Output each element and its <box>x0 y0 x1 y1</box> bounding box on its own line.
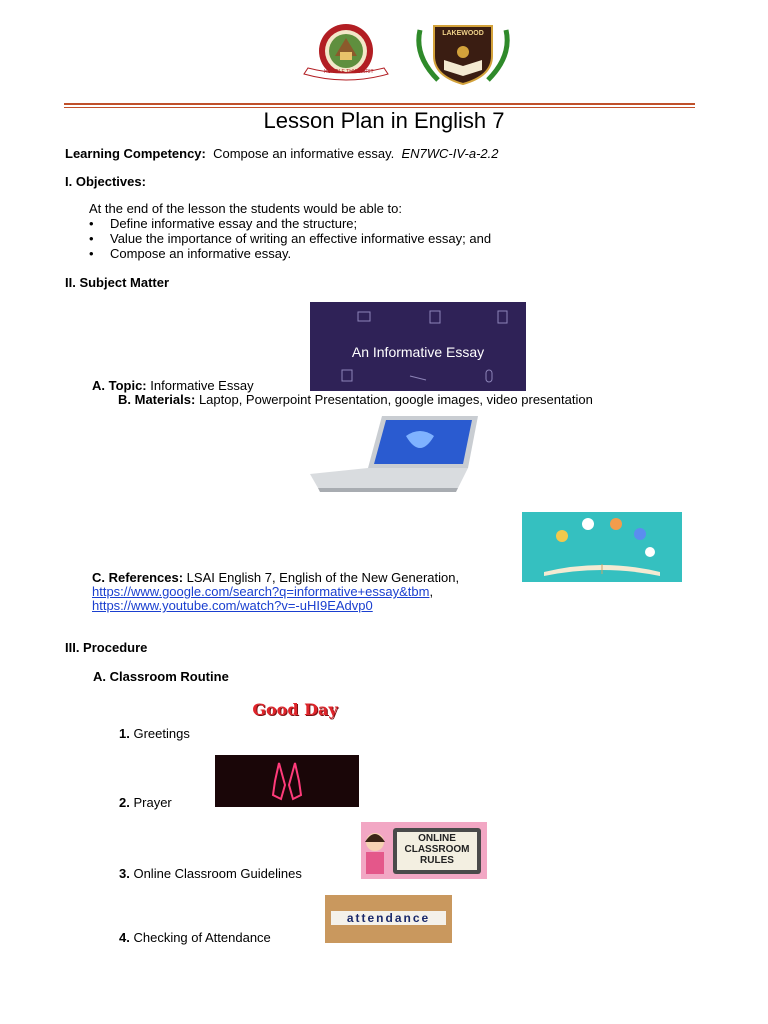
references-label: C. References: <box>92 570 184 585</box>
references-line <box>92 570 459 585</box>
learning-competency <box>65 146 499 161</box>
reference-link-row-2 <box>92 598 373 613</box>
attendance-cutout-letters: attendance <box>331 911 446 925</box>
lakewood-shield-logo <box>412 22 514 86</box>
attendance-image <box>325 895 452 943</box>
header-rule <box>64 103 695 105</box>
prayer-image <box>215 755 359 807</box>
competency-code: EN7WC-IV-a-2.2 <box>401 146 499 161</box>
topic-line <box>92 378 254 393</box>
procedure-heading: III. Procedure <box>65 640 148 655</box>
laptop-image <box>308 414 480 494</box>
topic-label: A. Topic: <box>92 378 147 393</box>
routine-number: 4. <box>119 930 130 945</box>
page-title: Lesson Plan in English 7 <box>263 108 505 133</box>
school-seal-logo <box>296 22 396 84</box>
rules-text-line-3: RULES <box>420 855 454 866</box>
online-classroom-rules-image <box>361 822 487 879</box>
objectives-intro: At the end of the lesson the students would be able to: <box>89 201 402 216</box>
good-day-graphic: Good Day <box>252 700 338 719</box>
competency-label: Learning Competency: <box>65 146 206 161</box>
rules-text-line-1: ONLINE <box>418 833 456 844</box>
link-suffix: , <box>429 584 434 599</box>
classroom-routine-heading: A. Classroom Routine <box>93 669 229 684</box>
rules-text-line-2: CLASSROOM <box>404 844 470 855</box>
reference-link-google[interactable]: https://www.google.com/search?q=informative+essay&tbm <box>92 584 430 599</box>
routine-number: 2. <box>119 795 130 810</box>
materials-value: Laptop, Powerpoint Presentation, google images, video presentation <box>198 392 593 407</box>
routine-item-prayer <box>119 795 172 810</box>
competency-text: Compose an informative essay. <box>213 146 395 161</box>
reference-link-row-1 <box>92 584 433 599</box>
seal-motto: HUMBLE THY SPIRIT <box>324 69 374 75</box>
list-item: • Value the importance of writing an effective informative essay; and <box>89 231 491 246</box>
routine-text: Greetings <box>133 726 190 741</box>
routine-item-greetings <box>119 726 190 741</box>
routine-number: 3. <box>119 866 130 881</box>
objectives-list <box>89 216 491 261</box>
objectives-heading: I. Objectives: <box>65 174 146 189</box>
materials-label: B. Materials: <box>118 392 196 407</box>
list-item: • Compose an informative essay. <box>89 246 491 261</box>
routine-item-attendance <box>119 930 271 945</box>
list-item: • Define informative essay and the structure; <box>89 216 491 231</box>
shield-title: LAKEWOOD <box>442 30 484 37</box>
banner-text: An Informative Essay <box>351 344 485 360</box>
routine-item-guidelines <box>119 866 302 881</box>
informative-essay-banner <box>310 302 526 391</box>
materials-line <box>118 392 593 407</box>
topic-value: Informative Essay <box>150 378 254 393</box>
references-value: LSAI English 7, English of the New Generation, <box>186 570 460 585</box>
routine-text: Prayer <box>133 795 172 810</box>
routine-text: Checking of Attendance <box>133 930 271 945</box>
subject-matter-heading: II. Subject Matter <box>65 275 170 290</box>
book-image <box>522 512 682 582</box>
reference-link-youtube[interactable]: https://www.youtube.com/watch?v=-uHI9EAdvp0 <box>92 598 373 613</box>
routine-text: Online Classroom Guidelines <box>133 866 302 881</box>
routine-number: 1. <box>119 726 130 741</box>
